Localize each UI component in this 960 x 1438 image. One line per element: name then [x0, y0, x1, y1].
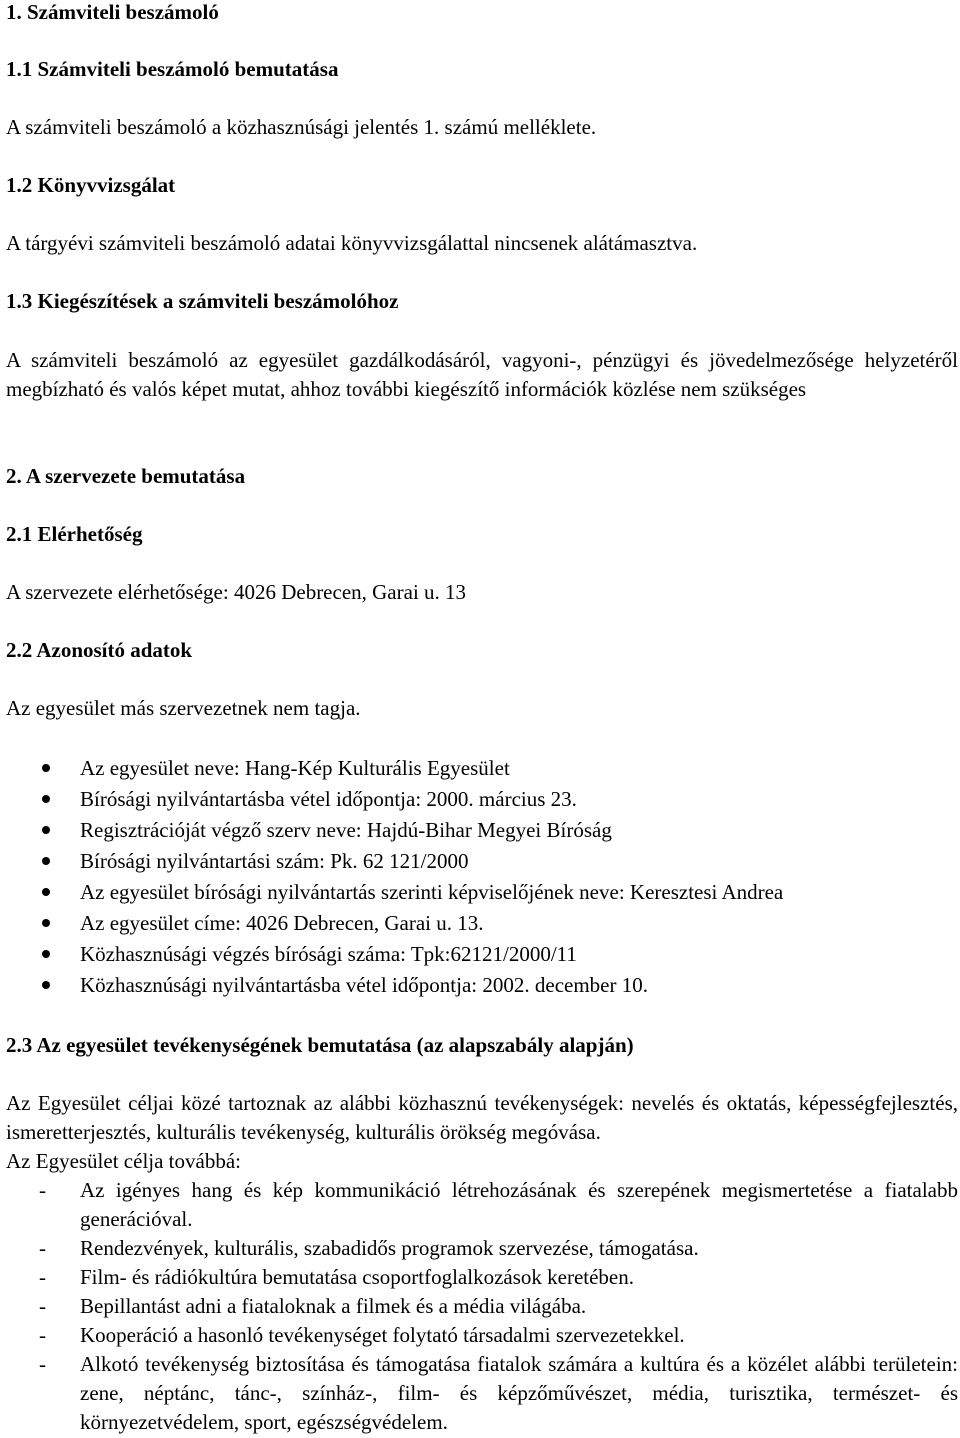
list-item — [0, 1321, 958, 1350]
section-1-3-title: 1.3 Kiegészítések a számviteli beszámolóhoz — [6, 289, 399, 313]
list-item-text: Az igényes hang és kép kommunikáció létrehozásának és szerepének megismertetése a fiatalabb generációval. — [80, 1178, 958, 1231]
list-item: Bírósági nyilvántartásba vétel időpontja: 2000. március 23. — [0, 785, 958, 816]
goals-list — [0, 1176, 958, 1437]
list-item: Bírósági nyilvántartási szám: Pk. 62 121/2000 — [0, 847, 958, 878]
list-item-text: Alkotó tevékenység biztosítása és támogatása fiatalok számára a kultúra és a közélet alábbi területein: zene, néptánc, tánc-, színház-, film- és képzőművészet, média, turisztika, természet- és környezetvédelem, sport, egészségvédelem. — [80, 1352, 958, 1434]
list-item — [0, 1176, 958, 1234]
list-item-text: Bepillantást adni a fiataloknak a filmek és a média világába. — [80, 1294, 587, 1318]
section-2-3-intro: Az Egyesület célja továbbá: — [6, 1149, 241, 1173]
section-1-1-title: 1.1 Számviteli beszámoló bemutatása — [6, 57, 339, 81]
section-1-2-title: 1.2 Könyvvizsgálat — [6, 173, 176, 197]
dash-marker: - — [39, 1352, 46, 1376]
list-item: Az egyesület címe: 4026 Debrecen, Garai u. 13. — [0, 909, 958, 940]
section-2-1-text: A szervezete elérhetősége: 4026 Debrecen, Garai u. 13 — [6, 580, 467, 604]
list-item-text: Kooperáció a hasonló tevékenységet folytató társadalmi szervezetekkel. — [80, 1323, 685, 1347]
list-item — [0, 1263, 958, 1292]
list-item-text: Film- és rádiókultúra bemutatása csoportfoglalkozások keretében. — [80, 1265, 634, 1289]
section-2-1-title: 2.1 Elérhetőség — [6, 522, 143, 546]
section-2-2-text: Az egyesület más szervezetnek nem tagja. — [6, 696, 361, 720]
list-item: Az egyesület bírósági nyilvántartás szerinti képviselőjének neve: Keresztesi Andrea — [0, 878, 958, 909]
section-1-title: 1. Számviteli beszámoló — [6, 0, 219, 24]
identification-list — [0, 754, 958, 1002]
dash-marker: - — [39, 1236, 46, 1260]
dash-marker: - — [39, 1178, 46, 1202]
section-2-3-title: 2.3 Az egyesület tevékenységének bemutatása (az alapszabály alapján) — [6, 1033, 634, 1057]
list-item — [0, 1234, 958, 1263]
dash-marker: - — [39, 1294, 46, 1318]
list-item: Az egyesület neve: Hang-Kép Kulturális Egyesület — [0, 754, 958, 785]
section-1-3-text: A számviteli beszámoló az egyesület gazdálkodásáról, vagyoni-, pénzügyi és jövedelmezősége helyzetéről megbízható és valós képet mutat, ahhoz további kiegészítő információk közlése nem szükséges — [6, 348, 958, 401]
section-2-2-title: 2.2 Azonosító adatok — [6, 638, 193, 662]
list-item-text: Rendezvények, kulturális, szabadidős programok szervezése, támogatása. — [80, 1236, 699, 1260]
list-item — [0, 1350, 958, 1437]
section-1-2-text: A tárgyévi számviteli beszámoló adatai könyvvizsgálattal nincsenek alátámasztva. — [6, 231, 698, 255]
section-2-title: 2. A szervezete bemutatása — [6, 464, 246, 488]
list-item: Közhasznúsági végzés bírósági száma: Tpk:62121/2000/11 — [0, 940, 958, 971]
list-item: Regisztrációját végző szerv neve: Hajdú-Bihar Megyei Bíróság — [0, 816, 958, 847]
list-item — [0, 1292, 958, 1321]
section-2-3-text: Az Egyesület céljai közé tartoznak az alábbi közhasznú tevékenységek: nevelés és oktatás, képességfejlesztés, ismeretterjesztés, kulturális tevékenység, kulturális örökség megóvása. — [6, 1091, 958, 1144]
dash-marker: - — [39, 1323, 46, 1347]
dash-marker: - — [39, 1265, 46, 1289]
list-item: Közhasznúsági nyilvántartásba vétel időpontja: 2002. december 10. — [0, 971, 958, 1002]
section-1-1-text: A számviteli beszámoló a közhasznúsági jelentés 1. számú melléklete. — [6, 115, 597, 139]
